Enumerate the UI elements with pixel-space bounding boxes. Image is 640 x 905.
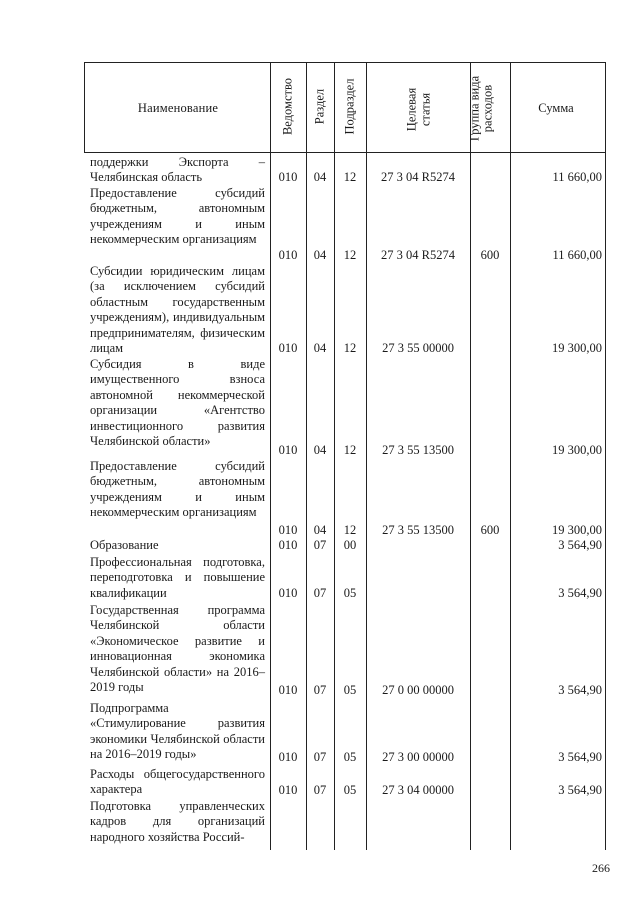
row-name: поддержки Экспорта – Челябинская область [90,155,265,185]
row-vedomstvo: 010 [278,783,298,797]
header-gruppa-line2: расходов [480,84,495,133]
row-name: Расходы общегосударственного характера [90,767,265,797]
row-podrazdel: 00 [343,538,357,552]
row-celevaya: 27 3 55 13500 [382,443,454,457]
row-razdel: 04 [313,248,327,262]
col-border-5 [470,62,471,850]
row-celevaya: 27 3 55 13500 [382,523,454,537]
page-number: 266 [592,861,610,875]
row-vedomstvo: 010 [278,248,298,262]
table-top-border [84,62,606,63]
row-summa: 3 564,90 [558,683,602,697]
row-razdel: 07 [313,586,327,600]
row-summa: 19 300,00 [552,523,602,537]
row-vedomstvo: 010 [278,538,298,552]
header-celevaya-line1: Целевая [404,87,419,132]
row-razdel: 07 [313,750,327,764]
row-summa: 3 564,90 [558,538,602,552]
row-name: Субсидия в виде имущественного взноса автономной некоммерческой организации «Агентство инвестиционного развития Челябинской области» [90,357,265,449]
row-vedomstvo: 010 [278,586,298,600]
row-celevaya: 27 3 04 00000 [382,783,454,797]
header-razdel: Раздел [312,88,327,125]
row-podrazdel: 12 [343,248,357,262]
row-razdel: 07 [313,783,327,797]
row-razdel: 07 [313,538,327,552]
row-razdel: 07 [313,683,327,697]
header-celevaya [388,79,448,139]
row-vedomstvo: 010 [278,170,298,184]
row-vedomstvo: 010 [278,341,298,355]
row-gruppa: 600 [480,248,500,262]
header-celevaya-line2: статья [418,92,433,127]
row-summa: 19 300,00 [552,341,602,355]
row-summa: 19 300,00 [552,443,602,457]
row-razdel: 04 [313,341,327,355]
row-razdel: 04 [313,170,327,184]
row-podrazdel: 05 [343,750,357,764]
row-name: Государственная программа Челябинской области «Экономическое развитие и инновационная экономика Челябинской области» на 2016–2019 годы [90,603,265,695]
row-vedomstvo: 010 [278,443,298,457]
row-vedomstvo: 010 [278,523,298,537]
row-podrazdel: 12 [343,443,357,457]
header-summa: Сумма [538,101,574,115]
row-name: Подготовка управленческих кадров для организаций народного хозяйства Россий- [90,799,265,844]
header-name: Наименование [137,101,219,115]
row-celevaya: 27 3 04 R5274 [381,170,455,184]
row-razdel: 04 [313,443,327,457]
row-summa: 3 564,90 [558,586,602,600]
col-border-left [84,62,85,153]
row-name: Предоставление субсидий бюджетным, автономным учреждениям и иным некоммерческим организациям [90,186,265,247]
row-podrazdel: 05 [343,586,357,600]
header-podrazdel: Подраздел [342,78,357,135]
row-name: Предоставление субсидий бюджетным, автономным учреждениям и иным некоммерческим организациям [90,459,265,520]
row-name: Образование [90,538,159,552]
header-vedomstvo: Ведомство [280,77,295,136]
row-celevaya: 27 3 04 R5274 [381,248,455,262]
row-podrazdel: 12 [343,341,357,355]
row-gruppa: 600 [480,523,500,537]
row-razdel: 04 [313,523,327,537]
row-celevaya: 27 3 00 00000 [382,750,454,764]
row-name: Профессиональная подготовка, переподготовка и повышение квалификации [90,555,265,600]
header-gruppa-line1: Группа вида [467,75,482,142]
row-vedomstvo: 010 [278,750,298,764]
row-podrazdel: 12 [343,523,357,537]
row-celevaya: 27 0 00 00000 [382,683,454,697]
col-border-right [605,62,606,850]
row-summa: 11 660,00 [552,170,602,184]
row-vedomstvo: 010 [278,683,298,697]
row-name: Субсидии юридическим лицам (за исключением субсидий областным государственным учреждениям), индивидуальным предпринимателям, физическим лицам [90,264,265,356]
row-summa: 3 564,90 [558,783,602,797]
row-celevaya: 27 3 55 00000 [382,341,454,355]
row-podrazdel: 05 [343,783,357,797]
row-summa: 3 564,90 [558,750,602,764]
row-name: Подпрограмма «Стимулирование развития экономики Челябинской области на 2016–2019 годы» [90,701,265,762]
header-bottom-border [84,152,606,153]
row-podrazdel: 12 [343,170,357,184]
row-summa: 11 660,00 [552,248,602,262]
row-podrazdel: 05 [343,683,357,697]
